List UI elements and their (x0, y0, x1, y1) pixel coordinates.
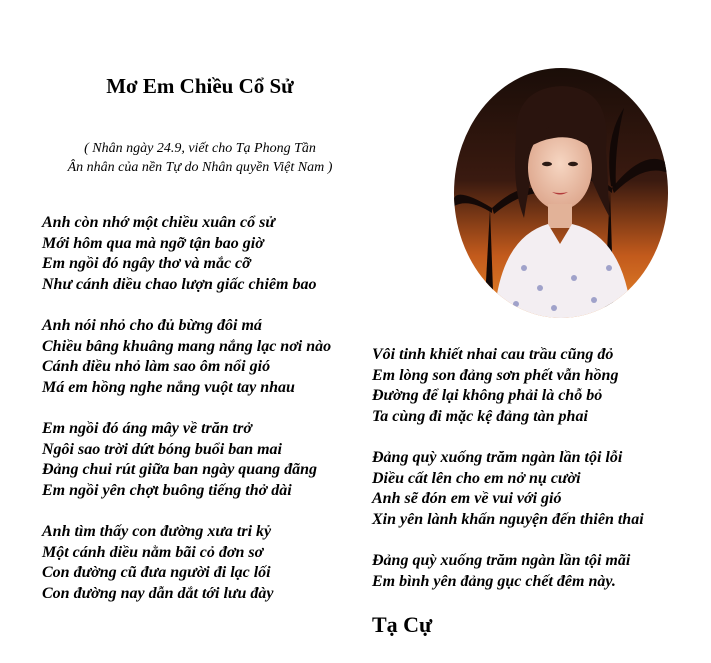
poem-line: Má em hồng nghe nắng vuột tay nhau (42, 378, 295, 396)
dedication-line-1: ( Nhân ngày 24.9, viết cho Tạ Phong Tần (84, 141, 316, 156)
poem-line: Đảng quỳ xuống trăm ngàn lần tội mãi (372, 552, 631, 569)
stanza (42, 316, 372, 398)
poem-line: Em ngồi yên chợt buông tiếng thở dài (42, 481, 292, 499)
stanza (372, 448, 702, 530)
poem-line: Mới hôm qua mà ngỡ tận bao giờ (42, 234, 264, 252)
poem-line: Con đường cũ đưa người đi lạc lối (42, 564, 271, 581)
poem-line: Em ngồi đó áng mây về trăn trở (42, 420, 252, 437)
stanza (42, 213, 372, 295)
stanza (42, 419, 372, 501)
poem-line: Con đường nay dẫn dắt tới lưu đày (42, 584, 274, 602)
poem-line: Diều cất lên cho em nở nụ cười (372, 469, 581, 487)
poem-right-column (372, 345, 702, 613)
poem-line: Anh nói nhỏ cho đủ bừng đôi má (42, 317, 262, 334)
poem-line: Đường để lại không phải là chỗ bỏ (372, 387, 603, 404)
poem-line: Em lòng son đảng sơn phết vẫn hồng (372, 366, 619, 384)
dedication (20, 139, 380, 177)
poem-title: Mơ Em Chiều Cổ Sử (106, 74, 294, 98)
poem-left-column (42, 213, 372, 625)
dedication-line-2: Ân nhân của nền Tự do Nhân quyền Việt Nam ) (67, 160, 333, 175)
poem-line: Anh tìm thấy con đường xưa tri kỷ (42, 523, 272, 540)
poem-line: Đảng quỳ xuống trăm ngàn lần tội lỗi (372, 449, 623, 466)
poem-line: Vôi tinh khiết nhai cau trầu cũng đỏ (372, 346, 614, 363)
stanza (372, 345, 702, 427)
poem-line: Chiều bâng khuâng mang nắng lạc nơi nào (42, 337, 332, 355)
stanza (372, 551, 702, 592)
poem-line: Cánh diều nhỏ làm sao ôm nổi gió (42, 358, 271, 375)
poem-line: Như cánh diều chao lượn giấc chiêm bao (42, 275, 317, 293)
poem-line: Ta cùng đi mặc kệ đảng tàn phai (372, 407, 588, 425)
portrait-photo (454, 68, 668, 318)
poem-line: Xin yên lành khấn nguyện đến thiên thai (372, 510, 644, 528)
poem-line: Ngôi sao trời dứt bóng buổi ban mai (42, 440, 282, 458)
stanza (42, 522, 372, 604)
author-signature: Tạ Cự (372, 612, 433, 637)
poem-line: Em ngồi đó ngây thơ và mắc cỡ (42, 255, 251, 272)
poem-line: Anh còn nhớ một chiều xuân cổ sử (42, 214, 275, 231)
poem-line: Một cánh diều nằm bãi cỏ đơn sơ (42, 543, 264, 561)
poem-line: Đảng chui rút giữa ban ngày quang đãng (42, 461, 317, 478)
poem-line: Em bình yên đảng gục chết đêm này. (372, 572, 616, 590)
poem-line: Anh sẽ đón em về vui với gió (372, 490, 562, 507)
